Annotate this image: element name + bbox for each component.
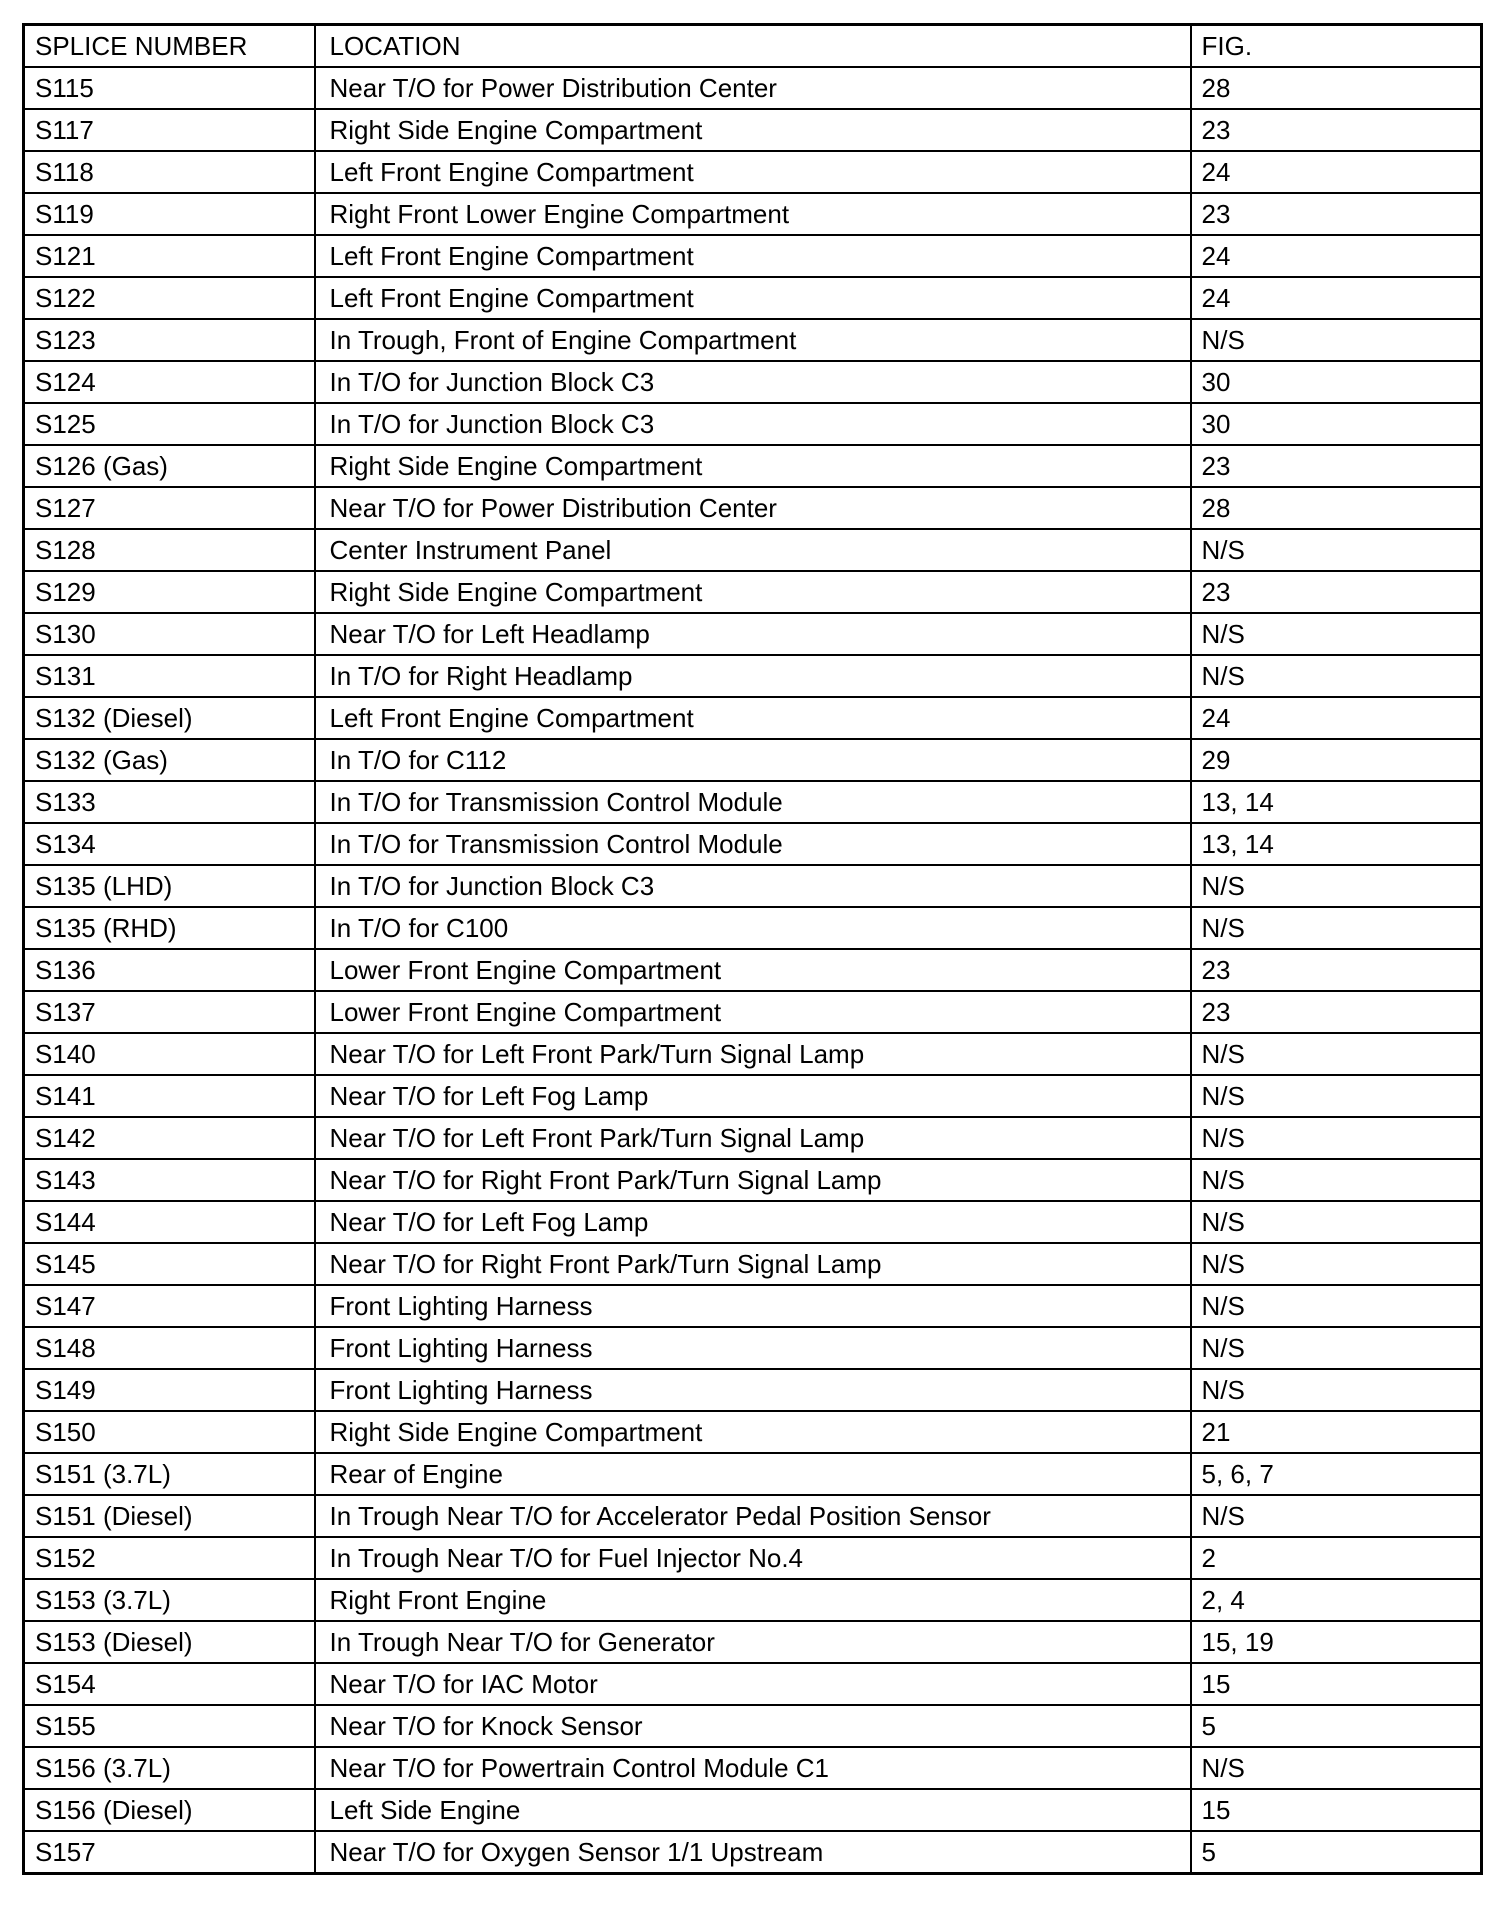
cell-splice-number: S156 (Diesel) — [24, 1789, 315, 1831]
table-row — [24, 445, 1482, 487]
table-row — [24, 571, 1482, 613]
cell-splice-number: S140 — [24, 1033, 315, 1075]
cell-splice-number: S117 — [24, 109, 315, 151]
table-row — [24, 1243, 1482, 1285]
cell-location: Front Lighting Harness — [315, 1369, 1191, 1411]
cell-fig: 5, 6, 7 — [1191, 1453, 1482, 1495]
cell-splice-number: S128 — [24, 529, 315, 571]
cell-location: Right Side Engine Compartment — [315, 445, 1191, 487]
cell-location: Left Front Engine Compartment — [315, 697, 1191, 739]
cell-location: Near T/O for Knock Sensor — [315, 1705, 1191, 1747]
cell-fig: N/S — [1191, 1201, 1482, 1243]
cell-location: In T/O for Junction Block C3 — [315, 361, 1191, 403]
cell-fig: 24 — [1191, 235, 1482, 277]
cell-splice-number: S125 — [24, 403, 315, 445]
cell-splice-number: S153 (3.7L) — [24, 1579, 315, 1621]
cell-location: In Trough, Front of Engine Compartment — [315, 319, 1191, 361]
cell-location: Rear of Engine — [315, 1453, 1191, 1495]
cell-location: Near T/O for Left Fog Lamp — [315, 1201, 1191, 1243]
cell-location: Near T/O for Left Fog Lamp — [315, 1075, 1191, 1117]
cell-location: Near T/O for Powertrain Control Module C1 — [315, 1747, 1191, 1789]
cell-fig: 5 — [1191, 1705, 1482, 1747]
table-row — [24, 151, 1482, 193]
cell-splice-number: S143 — [24, 1159, 315, 1201]
cell-splice-number: S141 — [24, 1075, 315, 1117]
table-row — [24, 739, 1482, 781]
cell-fig: N/S — [1191, 1495, 1482, 1537]
header-location: LOCATION — [315, 25, 1191, 68]
table-row — [24, 1117, 1482, 1159]
table-row — [24, 949, 1482, 991]
table-row — [24, 1495, 1482, 1537]
cell-splice-number: S121 — [24, 235, 315, 277]
table-row — [24, 1579, 1482, 1621]
cell-location: Right Side Engine Compartment — [315, 571, 1191, 613]
table-row — [24, 319, 1482, 361]
cell-location: Near T/O for Power Distribution Center — [315, 67, 1191, 109]
cell-location: Left Front Engine Compartment — [315, 235, 1191, 277]
table-row — [24, 277, 1482, 319]
cell-fig: N/S — [1191, 1369, 1482, 1411]
cell-splice-number: S144 — [24, 1201, 315, 1243]
cell-splice-number: S137 — [24, 991, 315, 1033]
cell-location: In T/O for Transmission Control Module — [315, 823, 1191, 865]
table-row — [24, 991, 1482, 1033]
cell-location: Lower Front Engine Compartment — [315, 949, 1191, 991]
cell-fig: 23 — [1191, 445, 1482, 487]
cell-fig: N/S — [1191, 1075, 1482, 1117]
cell-fig: 5 — [1191, 1831, 1482, 1874]
cell-fig: N/S — [1191, 1033, 1482, 1075]
table-row — [24, 1621, 1482, 1663]
cell-splice-number: S132 (Gas) — [24, 739, 315, 781]
cell-location: Front Lighting Harness — [315, 1327, 1191, 1369]
cell-fig: 2, 4 — [1191, 1579, 1482, 1621]
cell-splice-number: S147 — [24, 1285, 315, 1327]
table-row — [24, 1369, 1482, 1411]
cell-fig: N/S — [1191, 1243, 1482, 1285]
cell-fig: N/S — [1191, 1159, 1482, 1201]
cell-location: In T/O for Junction Block C3 — [315, 403, 1191, 445]
cell-location: In T/O for C100 — [315, 907, 1191, 949]
table-row — [24, 1201, 1482, 1243]
table-row — [24, 193, 1482, 235]
table-row — [24, 697, 1482, 739]
cell-splice-number: S157 — [24, 1831, 315, 1874]
cell-fig: 23 — [1191, 571, 1482, 613]
cell-splice-number: S126 (Gas) — [24, 445, 315, 487]
cell-location: Center Instrument Panel — [315, 529, 1191, 571]
cell-fig: N/S — [1191, 613, 1482, 655]
cell-splice-number: S154 — [24, 1663, 315, 1705]
cell-fig: 30 — [1191, 361, 1482, 403]
cell-splice-number: S153 (Diesel) — [24, 1621, 315, 1663]
cell-fig: 30 — [1191, 403, 1482, 445]
table-row — [24, 109, 1482, 151]
cell-location: Near T/O for IAC Motor — [315, 1663, 1191, 1705]
cell-fig: N/S — [1191, 865, 1482, 907]
cell-location: Right Front Engine — [315, 1579, 1191, 1621]
table-row — [24, 1705, 1482, 1747]
table-row — [24, 403, 1482, 445]
cell-location: Front Lighting Harness — [315, 1285, 1191, 1327]
cell-fig: 15 — [1191, 1789, 1482, 1831]
table-row — [24, 361, 1482, 403]
cell-location: Near T/O for Left Headlamp — [315, 613, 1191, 655]
table-row — [24, 907, 1482, 949]
cell-location: Near T/O for Left Front Park/Turn Signal Lamp — [315, 1117, 1191, 1159]
cell-fig: N/S — [1191, 529, 1482, 571]
cell-fig: 28 — [1191, 487, 1482, 529]
cell-splice-number: S130 — [24, 613, 315, 655]
cell-fig: N/S — [1191, 655, 1482, 697]
cell-location: Near T/O for Right Front Park/Turn Signal Lamp — [315, 1159, 1191, 1201]
header-splice-number: SPLICE NUMBER — [24, 25, 315, 68]
table-row — [24, 1831, 1482, 1874]
cell-location: In T/O for Right Headlamp — [315, 655, 1191, 697]
cell-splice-number: S129 — [24, 571, 315, 613]
cell-splice-number: S151 (Diesel) — [24, 1495, 315, 1537]
cell-splice-number: S149 — [24, 1369, 315, 1411]
cell-splice-number: S135 (LHD) — [24, 865, 315, 907]
cell-location: Right Side Engine Compartment — [315, 1411, 1191, 1453]
table-body — [24, 67, 1482, 1874]
splice-location-table — [22, 23, 1483, 1875]
table-row — [24, 1075, 1482, 1117]
cell-fig: 23 — [1191, 991, 1482, 1033]
cell-fig: N/S — [1191, 907, 1482, 949]
cell-splice-number: S148 — [24, 1327, 315, 1369]
table-header — [24, 25, 1482, 68]
header-row — [24, 25, 1482, 68]
cell-fig: 24 — [1191, 697, 1482, 739]
cell-splice-number: S124 — [24, 361, 315, 403]
table-row — [24, 1663, 1482, 1705]
cell-location: In T/O for C112 — [315, 739, 1191, 781]
cell-splice-number: S118 — [24, 151, 315, 193]
cell-fig: 15 — [1191, 1663, 1482, 1705]
cell-location: Near T/O for Right Front Park/Turn Signal Lamp — [315, 1243, 1191, 1285]
cell-fig: 28 — [1191, 67, 1482, 109]
table-row — [24, 1537, 1482, 1579]
cell-location: Left Side Engine — [315, 1789, 1191, 1831]
cell-splice-number: S155 — [24, 1705, 315, 1747]
cell-splice-number: S122 — [24, 277, 315, 319]
cell-location: Near T/O for Left Front Park/Turn Signal Lamp — [315, 1033, 1191, 1075]
cell-location: In T/O for Junction Block C3 — [315, 865, 1191, 907]
cell-fig: N/S — [1191, 1327, 1482, 1369]
table-row — [24, 865, 1482, 907]
table-row — [24, 67, 1482, 109]
header-fig: FIG. — [1191, 25, 1482, 68]
cell-fig: 29 — [1191, 739, 1482, 781]
cell-fig: N/S — [1191, 1285, 1482, 1327]
cell-splice-number: S132 (Diesel) — [24, 697, 315, 739]
cell-location: Near T/O for Power Distribution Center — [315, 487, 1191, 529]
cell-fig: 21 — [1191, 1411, 1482, 1453]
cell-fig: 15, 19 — [1191, 1621, 1482, 1663]
cell-splice-number: S134 — [24, 823, 315, 865]
cell-location: In Trough Near T/O for Fuel Injector No.4 — [315, 1537, 1191, 1579]
cell-fig: N/S — [1191, 1747, 1482, 1789]
cell-fig: 23 — [1191, 109, 1482, 151]
cell-splice-number: S127 — [24, 487, 315, 529]
cell-splice-number: S136 — [24, 949, 315, 991]
cell-splice-number: S152 — [24, 1537, 315, 1579]
table-row — [24, 1327, 1482, 1369]
cell-splice-number: S123 — [24, 319, 315, 361]
table-row — [24, 529, 1482, 571]
cell-location: In Trough Near T/O for Generator — [315, 1621, 1191, 1663]
table-row — [24, 1747, 1482, 1789]
cell-location: Right Side Engine Compartment — [315, 109, 1191, 151]
cell-location: Left Front Engine Compartment — [315, 277, 1191, 319]
cell-fig: N/S — [1191, 1117, 1482, 1159]
cell-splice-number: S150 — [24, 1411, 315, 1453]
table-row — [24, 1159, 1482, 1201]
cell-splice-number: S115 — [24, 67, 315, 109]
table-row — [24, 1411, 1482, 1453]
cell-fig: N/S — [1191, 319, 1482, 361]
cell-location: Near T/O for Oxygen Sensor 1/1 Upstream — [315, 1831, 1191, 1874]
cell-splice-number: S156 (3.7L) — [24, 1747, 315, 1789]
cell-location: Lower Front Engine Compartment — [315, 991, 1191, 1033]
cell-splice-number: S133 — [24, 781, 315, 823]
table-row — [24, 1033, 1482, 1075]
cell-splice-number: S135 (RHD) — [24, 907, 315, 949]
cell-splice-number: S142 — [24, 1117, 315, 1159]
cell-splice-number: S119 — [24, 193, 315, 235]
cell-fig: 23 — [1191, 949, 1482, 991]
cell-splice-number: S131 — [24, 655, 315, 697]
cell-splice-number: S145 — [24, 1243, 315, 1285]
cell-location: In T/O for Transmission Control Module — [315, 781, 1191, 823]
table-row — [24, 1285, 1482, 1327]
table-row — [24, 235, 1482, 277]
cell-location: Left Front Engine Compartment — [315, 151, 1191, 193]
table-row — [24, 1789, 1482, 1831]
table-row — [24, 655, 1482, 697]
table-row — [24, 487, 1482, 529]
cell-splice-number: S151 (3.7L) — [24, 1453, 315, 1495]
cell-fig: 2 — [1191, 1537, 1482, 1579]
cell-fig: 13, 14 — [1191, 823, 1482, 865]
table-row — [24, 1453, 1482, 1495]
table-row — [24, 781, 1482, 823]
cell-fig: 24 — [1191, 277, 1482, 319]
table-row — [24, 613, 1482, 655]
cell-fig: 23 — [1191, 193, 1482, 235]
cell-fig: 24 — [1191, 151, 1482, 193]
cell-fig: 13, 14 — [1191, 781, 1482, 823]
cell-location: Right Front Lower Engine Compartment — [315, 193, 1191, 235]
cell-location: In Trough Near T/O for Accelerator Pedal Position Sensor — [315, 1495, 1191, 1537]
table-row — [24, 823, 1482, 865]
